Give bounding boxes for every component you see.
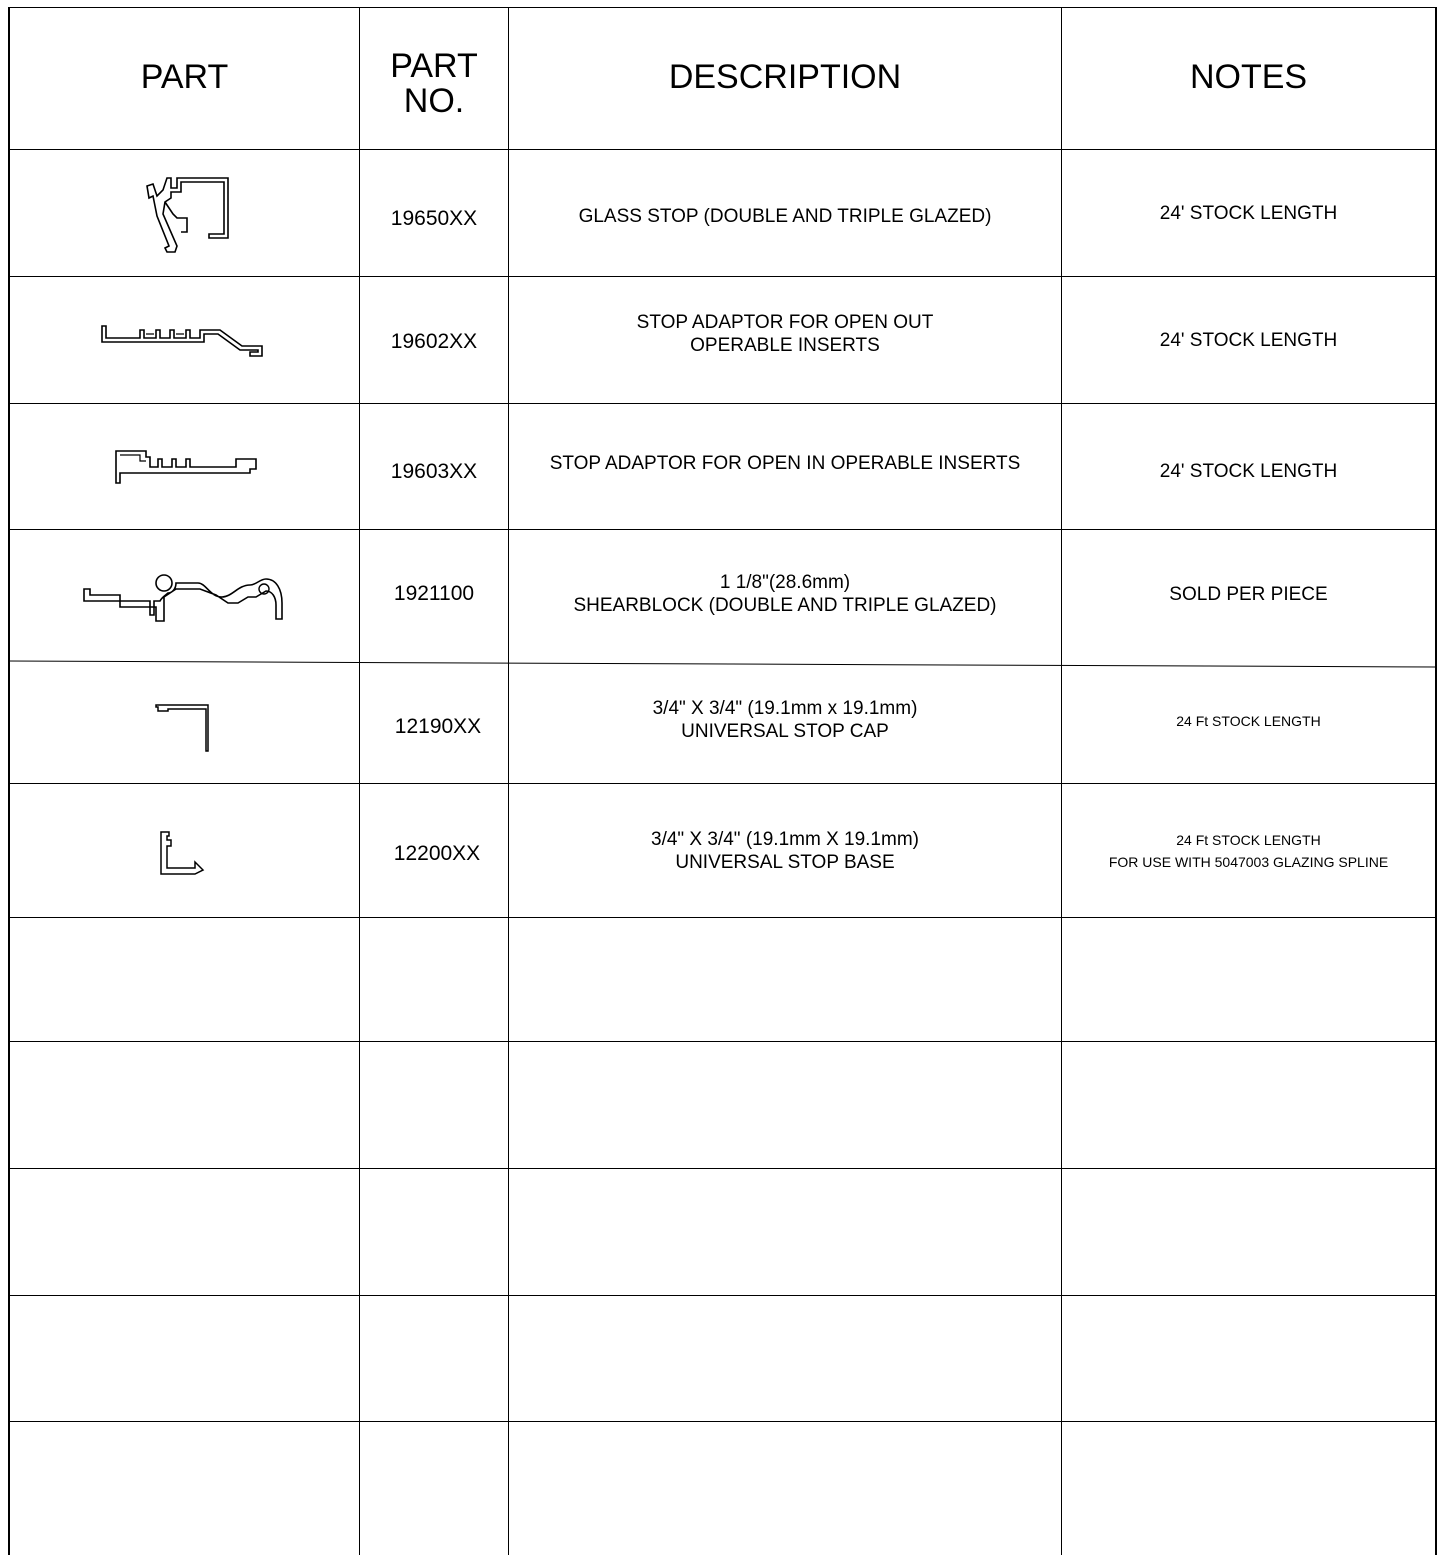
row-divider xyxy=(8,1041,1437,1042)
stop-adaptor-open-out-profile-icon xyxy=(10,277,359,403)
part-description: 3/4" X 3/4" (19.1mm X 19.1mm) UNIVERSAL STOP BASE xyxy=(651,828,919,873)
header-part-no: PART NO. xyxy=(390,46,478,120)
part-notes: 24 Ft STOCK LENGTH xyxy=(1176,713,1321,729)
part-number: 12200XX xyxy=(393,841,481,865)
glass-stop-profile-icon xyxy=(10,150,359,276)
universal-stop-base-profile-icon xyxy=(10,784,359,917)
part-notes: 24' STOCK LENGTH xyxy=(1159,329,1338,351)
part-number: 19650XX xyxy=(390,207,478,230)
row-divider xyxy=(8,917,1437,918)
part-notes: 24' STOCK LENGTH xyxy=(1159,461,1338,482)
part-number: 19602XX xyxy=(390,330,478,353)
universal-stop-cap-profile-icon xyxy=(10,667,359,783)
row-divider xyxy=(8,1421,1437,1422)
part-number: 19603XX xyxy=(390,459,478,483)
stop-adaptor-open-in-profile-icon xyxy=(10,404,359,529)
part-number: 1921100 xyxy=(393,582,475,605)
part-notes: SOLD PER PIECE xyxy=(1169,583,1328,605)
part-notes: 24 Ft STOCK LENGTH FOR USE WITH 5047003 GLAZING SPLINE xyxy=(1108,831,1389,870)
part-notes: 24' STOCK LENGTH xyxy=(1159,202,1338,224)
shearblock-profile-icon xyxy=(10,530,359,664)
part-description: STOP ADAPTOR FOR OPEN OUT OPERABLE INSERTS xyxy=(636,312,934,356)
part-description: 1 1/8"(28.6mm) SHEARBLOCK (DOUBLE AND TRIPLE GLAZED) xyxy=(573,572,997,616)
part-description: STOP ADAPTOR FOR OPEN IN OPERABLE INSERTS xyxy=(549,453,1021,474)
part-description: GLASS STOP (DOUBLE AND TRIPLE GLAZED) xyxy=(578,205,992,227)
row-divider xyxy=(8,1168,1437,1169)
header-description: DESCRIPTION xyxy=(668,58,902,96)
header-notes: NOTES xyxy=(1189,58,1308,96)
header-part: PART xyxy=(140,58,229,96)
part-number: 12190XX xyxy=(394,715,482,738)
row-divider xyxy=(8,1295,1437,1296)
part-description: 3/4" X 3/4" (19.1mm x 19.1mm) UNIVERSAL STOP CAP xyxy=(652,698,918,742)
